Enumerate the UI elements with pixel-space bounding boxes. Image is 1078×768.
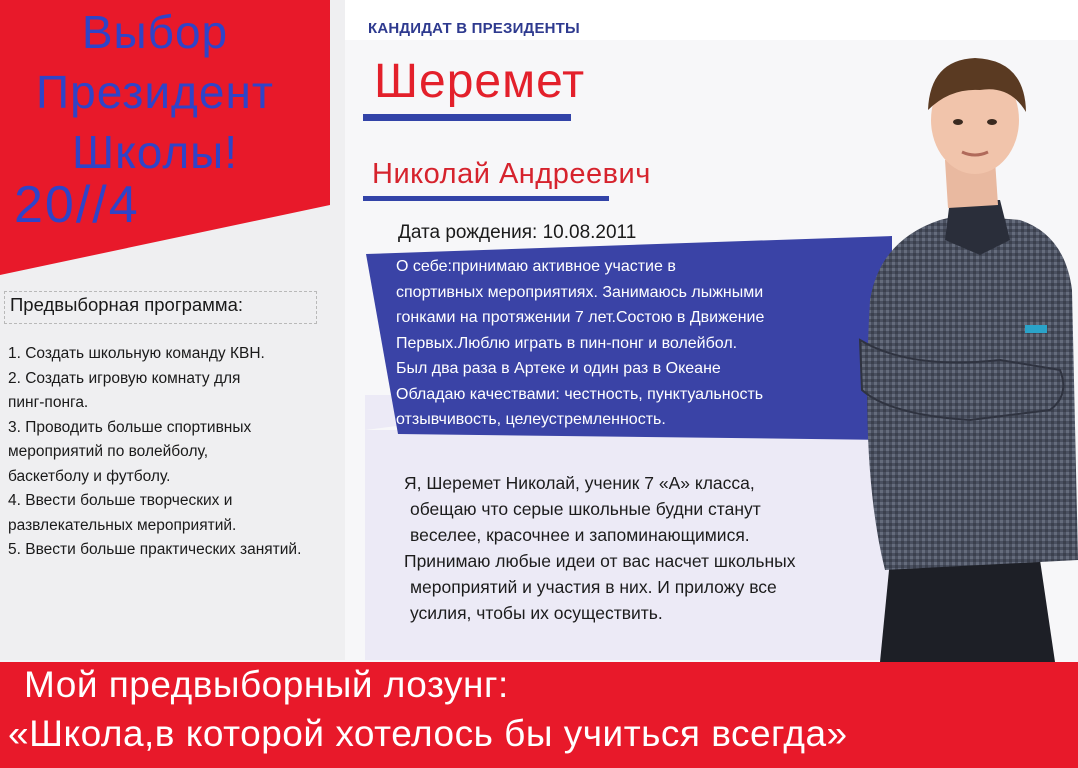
- slogan-label: Мой предвыборный лозунг:: [24, 664, 509, 705]
- about-line: О себе:принимаю активное участие в: [396, 258, 676, 275]
- candidate-photo: [850, 40, 1078, 662]
- statement-line: веселее, красочнее и запоминающимися.: [410, 525, 750, 545]
- program-item: 3. Проводить больше спортивных: [8, 418, 252, 436]
- about-line: спортивных мероприятиях. Занимаюсь лыжными: [396, 283, 764, 301]
- statement-line: обещаю что серые школьные будни станут: [410, 499, 761, 519]
- slogan-text: «Школа,в которой хотелось бы учиться всегда»: [8, 713, 848, 754]
- statement-line: мероприятий и участия в них. И приложу все: [410, 577, 777, 597]
- program-item: 1. Создать школьную команду КВН.: [8, 345, 265, 362]
- pants: [880, 560, 1055, 662]
- election-title-line: Школы!: [71, 126, 239, 178]
- election-year: 20//4: [14, 176, 140, 234]
- program-list: [8, 342, 378, 563]
- about-section: [396, 254, 876, 433]
- about-line: Обладаю качествами: честность, пунктуальность: [396, 385, 764, 403]
- candidate-surname: Шеремет: [374, 55, 586, 108]
- statement-line: Я, Шеремет Николай, ученик 7 «А» класса,: [404, 473, 755, 493]
- about-line: гонками на протяжении 7 лет.Состою в Движение: [396, 309, 765, 326]
- program-title: Предвыборная программа:: [4, 291, 317, 324]
- about-line: отзывчивость, целеустремленность.: [396, 411, 666, 428]
- eye: [987, 119, 997, 125]
- candidate-fullname: Николай Андреевич: [372, 158, 651, 190]
- birth-date: Дата рождения: 10.08.2011: [398, 222, 637, 243]
- program-item: баскетболу и футболу.: [8, 467, 171, 485]
- program-item: пинг-понга.: [8, 394, 89, 411]
- program-item: 2. Создать игровую комнату для: [8, 369, 241, 387]
- about-line: Первых.Люблю играть в пин-понг и волейбол.: [396, 334, 738, 352]
- election-title: [20, 2, 290, 182]
- election-title-line: Выбор: [81, 6, 229, 58]
- eye: [953, 119, 963, 125]
- underline-bar: [363, 196, 609, 201]
- program-item: 4. Ввести больше творческих и: [8, 492, 233, 509]
- statement-section: [404, 470, 884, 626]
- jacket-detail: [1025, 325, 1047, 333]
- statement-line: Принимаю любые идеи от вас насчет школьных: [404, 551, 796, 571]
- program-item: развлекательных мероприятий.: [8, 516, 237, 534]
- election-title-line: Президент: [36, 66, 274, 118]
- statement-line: усилия, чтобы их осуществить.: [410, 603, 663, 623]
- program-item: 5. Ввести больше практических занятий.: [8, 541, 302, 558]
- candidate-kicker: КАНДИДАТ В ПРЕЗИДЕНТЫ: [368, 20, 580, 37]
- about-line: Был два раза в Артеке и один раз в Океане: [396, 360, 721, 377]
- program-item: мероприятий по волейболу,: [8, 443, 208, 460]
- underline-bar: [363, 114, 571, 121]
